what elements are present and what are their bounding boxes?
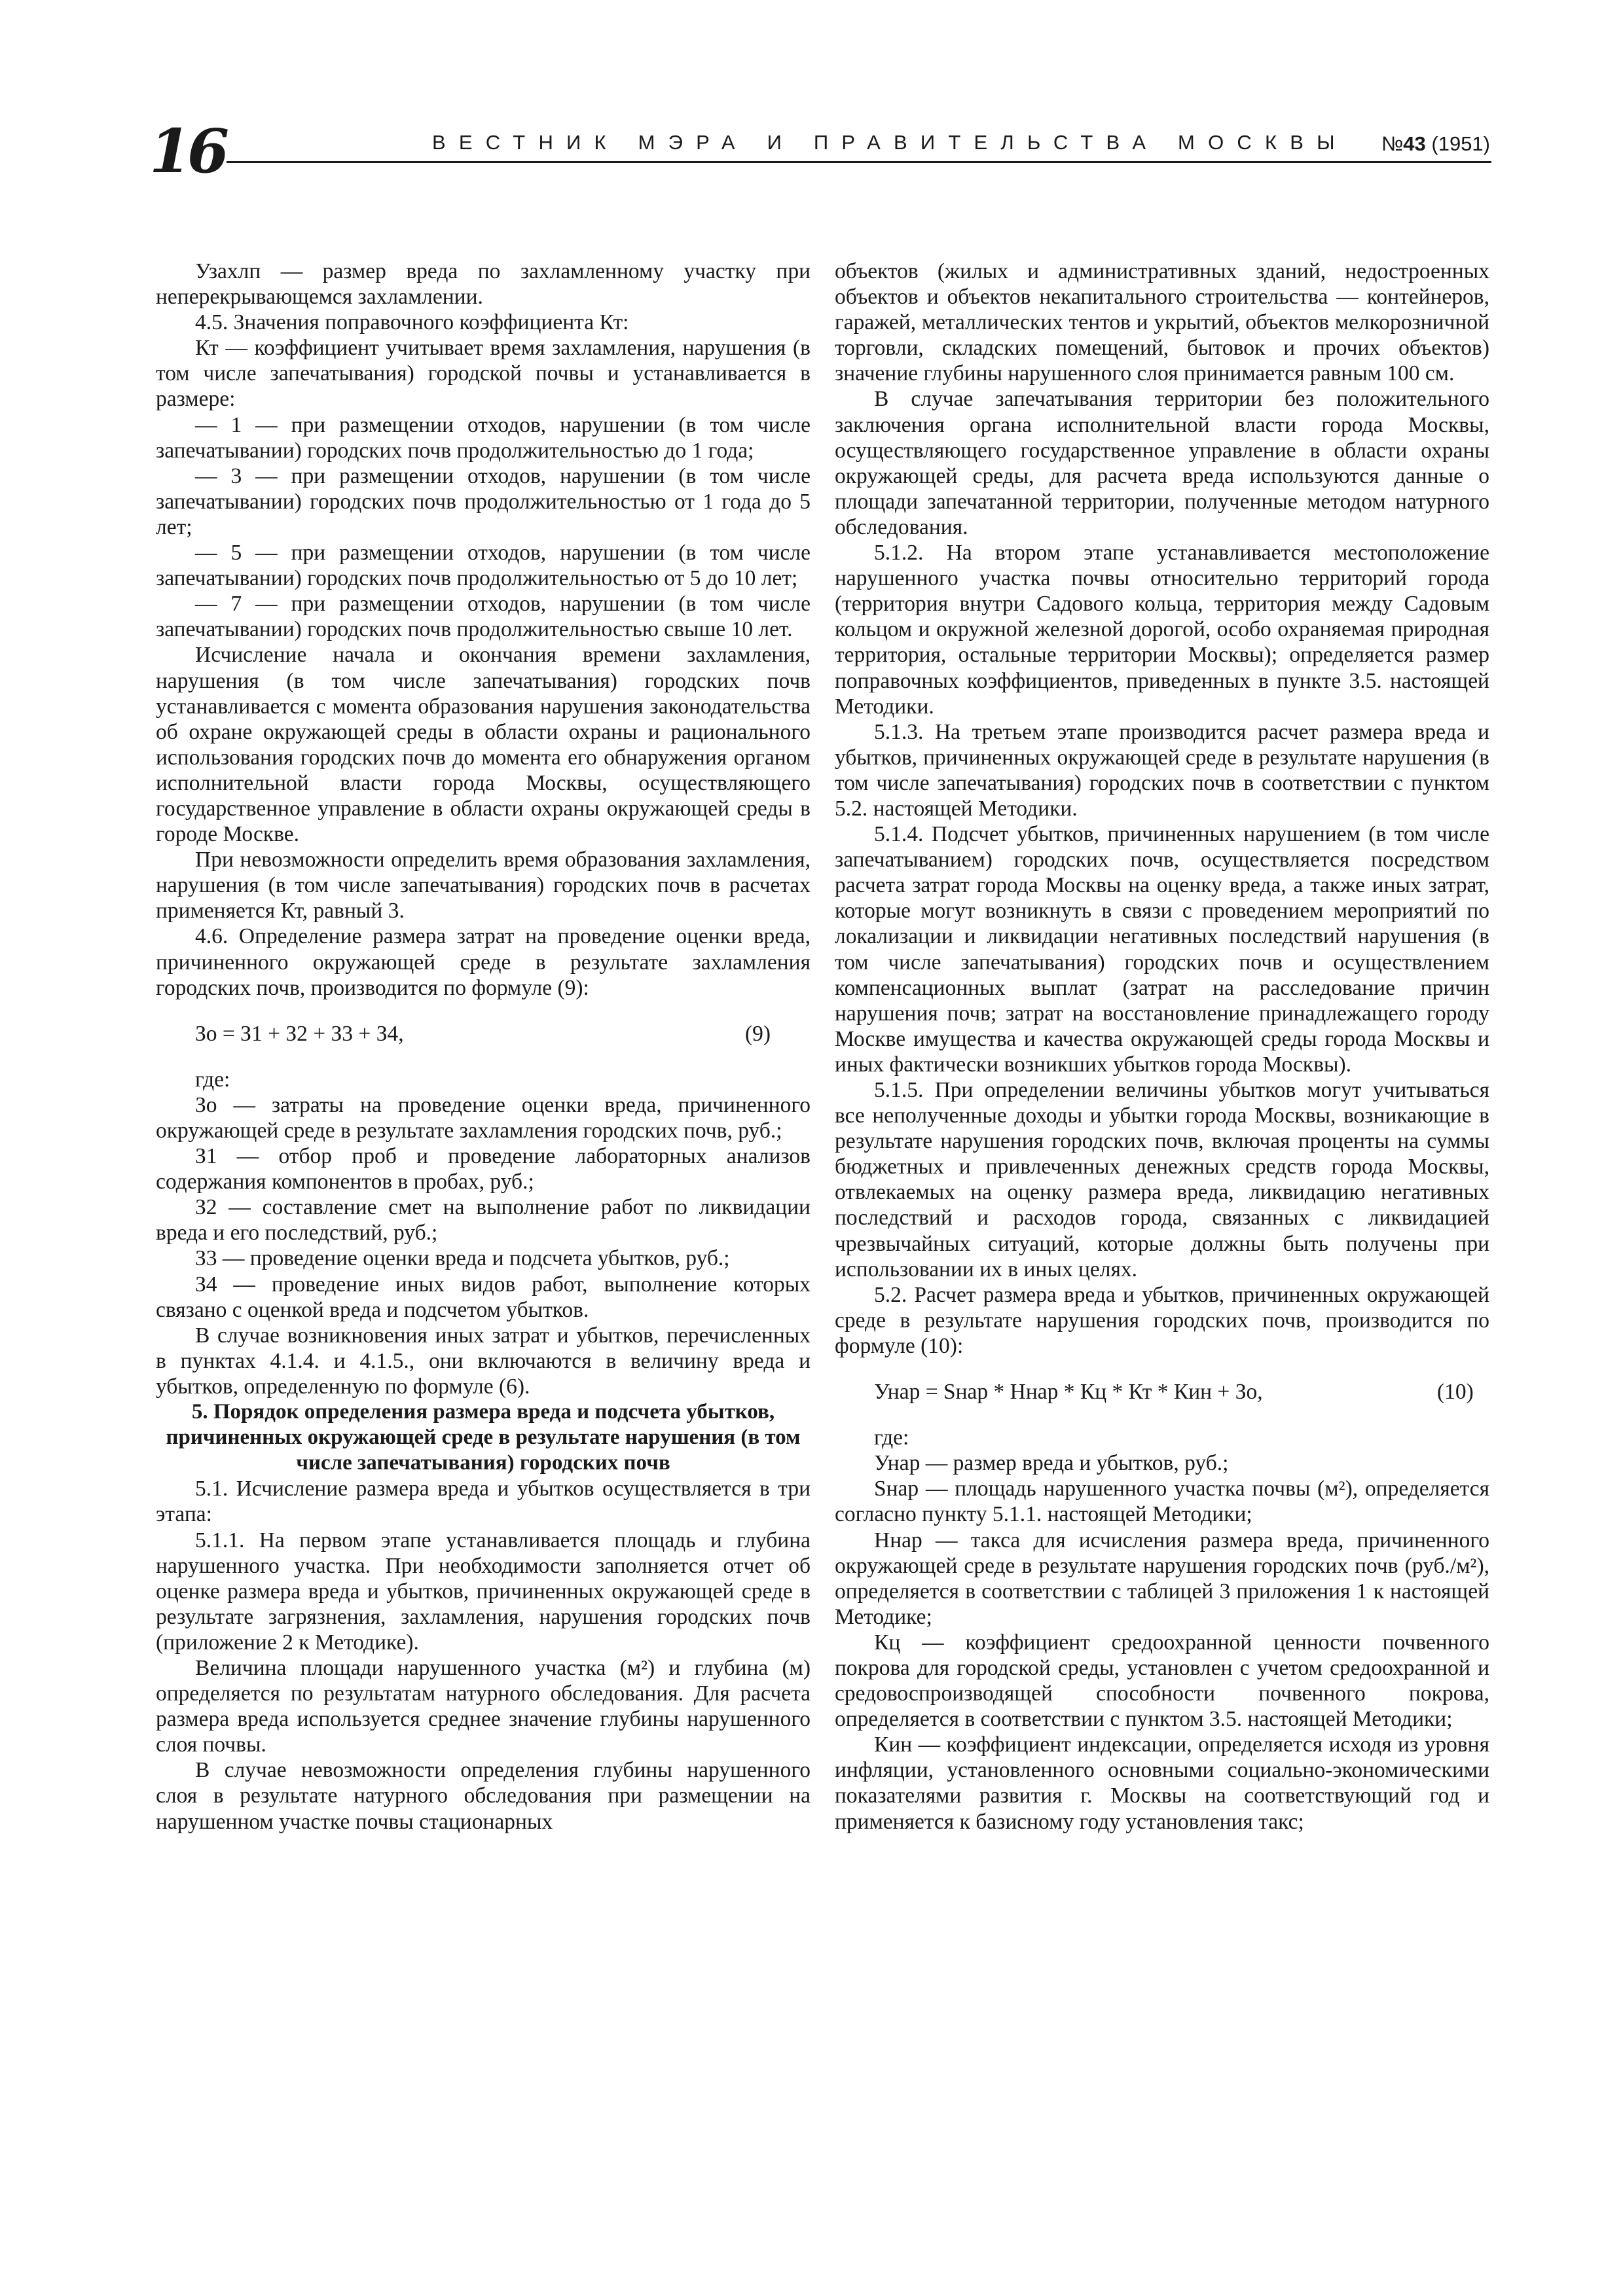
definition: З4 — проведение иных видов работ, выполнение которых связано с оценкой вреда и подсчетом убытков. xyxy=(156,1272,811,1322)
formula-9-number: (9) xyxy=(745,1021,771,1046)
list-item: — 7 — при размещении отходов, нарушении (в том числе запечатывании) городских почв продолжительностью свыше 10 лет. xyxy=(156,592,811,642)
paragraph: Исчисление начала и окончания времени захламления, нарушения (в том числе запечатывания) городских почв устанавливается с момента образования нарушения законодательства об охране окружающей среды в области охраны и рационального использования городских почв до момента его обнаружения органом исполнительной власти города Москвы, осуществляющего государственное управление в области охраны окружающей среды в городе Москве. xyxy=(156,643,811,847)
issue-year: (1951) xyxy=(1431,132,1490,155)
section-heading: 5. Порядок определения размера вреда и подсчета убытков, причиненных окружающей среде в результате нарушения (в том числе запечатывания) городских почв xyxy=(166,1400,801,1475)
paragraph: 4.6. Определение размера затрат на проведение оценки вреда, причиненного окружающей среде в результате захламления городских почв, производится по формуле (9): xyxy=(156,924,811,1000)
definition: Кц — коэффициент средоохранной ценности почвенного покрова для городской среды, установлен с учетом средоохранной и средовоспроизводящей способности почвенного покрова, определяется в соответствии с пунктом 3.5. настоящей Методики; xyxy=(835,1630,1489,1732)
paragraph: 5.1.4. Подсчет убытков, причиненных нарушением (в том числе запечатыванием) городских почв, осуществляется посредством расчета затрат города Москвы на оценку вреда, а также иных затрат, которые могут возникнуть в связи с проведением мероприятий по локализации и ликвидации негативных последствий нарушения (в том числе запечатывания) городских почв и осуществлением компенсационных выплат (затрат на расследование причин нарушения почв; затрат на восстановление принадлежащего городу Москве имущества и качества окружающей среды города Москвы и иных фактически возникших убытков города Москвы). xyxy=(835,822,1489,1077)
header-rule xyxy=(227,161,1491,163)
paragraph: объектов (жилых и административных зданий, недостроенных объектов и объектов некапитального строительства — контейнеров, гаражей, металлических тентов и укрытий, объектов мелкорозничной торговли, складских помещений, бытовок и прочих объектов) значение глубины нарушенного слоя принимается равным 100 см. xyxy=(835,259,1489,386)
paragraph: Величина площади нарушенного участка (м²) и глубина (м) определяется по результатам натурного обследования. Для расчета размера вреда используется среднее значение глубины нарушенного слоя почвы. xyxy=(156,1655,811,1757)
paragraph: 5.2. Расчет размера вреда и убытков, причиненных окружающей среде в результате нарушения городских почв, производится по формуле (10): xyxy=(835,1282,1489,1358)
definition: З3 — проведение оценки вреда и подсчета убытков, руб.; xyxy=(195,1246,730,1271)
list-item: — 5 — при размещении отходов, нарушении (в том числе запечатывании) городских почв продолжительностью от 5 до 10 лет; xyxy=(156,541,811,591)
list-item: — 1 — при размещении отходов, нарушении (в том числе запечатывании) городских почв продолжительностью до 1 года; xyxy=(156,412,811,463)
formula-10-text: Унар = Sнар * Ннар * Кц * Кт * Кин + Зо, xyxy=(874,1380,1263,1405)
definition: З1 — отбор проб и проведение лабораторных анализов содержания компонентов в пробах, руб.; xyxy=(156,1144,811,1194)
formula-10 xyxy=(835,1379,1489,1405)
formula-10-number: (10) xyxy=(1437,1380,1474,1405)
list-item: — 3 — при размещении отходов, нарушении (в том числе запечатывании) городских почв продолжительностью от 1 года до 5 лет; xyxy=(156,463,811,539)
where-label: где: xyxy=(195,1067,230,1092)
paragraph: В случае невозможности определения глубины нарушенного слоя в результате натурного обследования при размещении на нарушенном участке почвы стационарных xyxy=(156,1758,811,1834)
issue-number xyxy=(1381,131,1490,157)
paragraph: В случае запечатывания территории без положительного заключения органа исполнительной власти города Москвы, осуществляющего государственное управление в области охраны окружающей среды, для расчета вреда используются данные о площади запечатанной территории, полученные методом натурного обследования. xyxy=(835,387,1489,539)
paragraph: 5.1.5. При определении величины убытков могут учитываться все неполученные доходы и убытки города Москвы, возникающие в результате нарушения городских почв, включая проценты на суммы бюджетных и привлеченных денежных средств города Москвы, отвлекаемых на оценку размера вреда, ликвидацию негативных последствий и расходов города, связанных с ликвидацией чрезвычайных ситуаций, которые должны быть получены при использовании их в иных целях. xyxy=(835,1078,1489,1282)
definition: Ннар — такса для исчисления размера вреда, причиненного окружающей среде в результате нарушения городских почв (руб./м²), определяется в соответствии с таблицей 3 приложения 1 к настоящей Методике; xyxy=(835,1528,1489,1629)
definition: З2 — составление смет на выполнение работ по ликвидации вреда и его последствий, руб.; xyxy=(156,1195,811,1246)
page-number: 16 xyxy=(149,116,226,187)
left-column xyxy=(156,259,811,1835)
paragraph: Узахлп — размер вреда по захламленному участку при неперекрывающемся захламлении. xyxy=(156,259,811,310)
paragraph: Кт — коэффициент учитывает время захламления, нарушения (в том числе запечатывания) городской почвы и устанавливается в размере: xyxy=(156,336,811,412)
right-column xyxy=(835,259,1489,1835)
page-header xyxy=(149,115,1491,207)
paragraph: 4.5. Значения поправочного коэффициента Кт: xyxy=(195,310,629,335)
formula-9-text: Зо = З1 + З2 + З3 + З4, xyxy=(195,1021,404,1046)
issue-num: 43 xyxy=(1403,132,1426,155)
definition: Унар — размер вреда и убытков, руб.; xyxy=(874,1451,1229,1476)
issue-prefix: № xyxy=(1381,132,1404,155)
formula-9 xyxy=(156,1021,811,1047)
where-label: где: xyxy=(874,1426,909,1450)
definition: Зо — затраты на проведение оценки вреда, причиненного окружающей среде в результате захламления городских почв, руб.; xyxy=(156,1092,811,1143)
paragraph: 5.1.3. На третьем этапе производится расчет размера вреда и убытков, причиненных окружающей среде в результате нарушения (в том числе запечатывания) городских почв в соответствии с пунктом 5.2. настоящей Методики. xyxy=(835,719,1489,821)
paragraph: 5.1. Исчисление размера вреда и убытков осуществляется в три этапа: xyxy=(156,1477,811,1527)
definition: Кин — коэффициент индексации, определяется исходя из уровня инфляции, установленного основными социально-экономическими показателями развития г. Москвы на соответствующий год и применяется к базисному году установления такс; xyxy=(835,1732,1489,1834)
paragraph: При невозможности определить время образования захламления, нарушения (в том числе запечатывания) городских почв в расчетах применяется Кт, равный 3. xyxy=(156,848,811,924)
journal-title: ВЕСТНИК МЭРА И ПРАВИТЕЛЬСТВА МОСКВЫ xyxy=(432,131,1348,154)
paragraph: 5.1.1. На первом этапе устанавливается площадь и глубина нарушенного участка. При необходимости заполняется отчет об оценке размера вреда и убытков, причиненных окружающей среде в результате загрязнения, захламления, нарушения городских почв (приложение 2 к Методике). xyxy=(156,1528,811,1655)
paragraph: 5.1.2. На втором этапе устанавливается местоположение нарушенного участка почвы относительно территорий города (территория внутри Садового кольца, территория между Садовым кольцом и окружной железной дорогой, особо охраняемая природная территория, остальные территории Москвы); определяется размер поправочных коэффициентов, приведенных в пункте 3.5. настоящей Методики. xyxy=(835,541,1489,719)
paragraph: В случае возникновения иных затрат и убытков, перечисленных в пунктах 4.1.4. и 4.1.5., они включаются в величину вреда и убытков, определенную по формуле (6). xyxy=(156,1323,811,1399)
definition: Sнар — площадь нарушенного участка почвы (м²), определяется согласно пункту 5.1.1. настоящей Методики; xyxy=(835,1477,1489,1527)
